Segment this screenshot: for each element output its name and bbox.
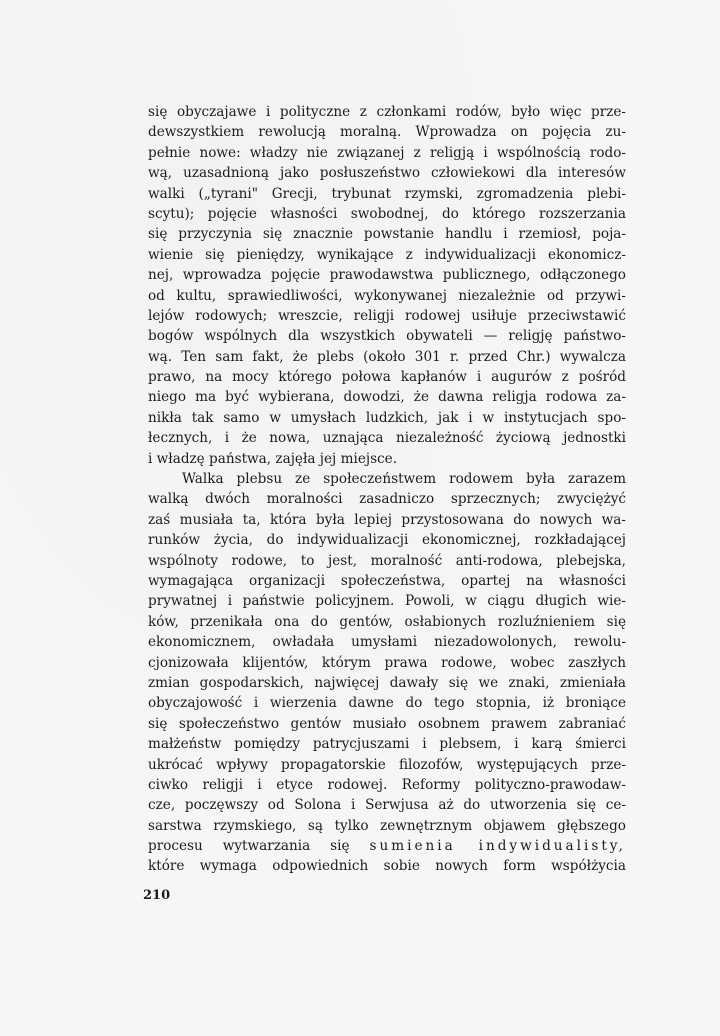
spaced-emphasis: sumienia indywidualisty, <box>369 838 626 855</box>
text-line: sarstwa rzymskiego, są tylko zewnętrznym objawem głębszego <box>148 817 626 834</box>
body-text <box>148 102 626 877</box>
text-line: runków życia, do indywidualizacji ekonomicznej, rozkładającej <box>148 532 626 549</box>
text-segment: procesu wytwarzania się <box>148 838 370 855</box>
text-line: łecznych, i że nowa, uznająca niezależność życiową jednostki <box>148 430 626 447</box>
text-line: nikła tak samo w umysłach ludzkich, jak i w instytucjach spo- <box>148 409 626 426</box>
text-line: zmian gospodarskich, najwięcej dawały się we znaki, zmieniała <box>148 674 626 691</box>
text-line: Walka plebsu ze społeczeństwem rodowem była zarazem <box>182 471 626 488</box>
text-line: małżeństw pomiędzy patrycjuszami i plebsem, i karą śmierci <box>148 736 626 753</box>
text-line: dewszystkiem rewolucją moralną. Wprowadza on pojęcia zu- <box>148 124 626 141</box>
text-line: wą. Ten sam fakt, że plebs (około 301 r. przed Chr.) wywalcza <box>148 348 626 365</box>
text-line: wspólnoty rodowe, to jest, moralność anti-rodowa, plebejska, <box>148 552 626 569</box>
text-line: obyczajowość i wierzenia dawne do tego stopnia, iż broniące <box>148 695 626 712</box>
text-line: się obyczajawe i polityczne z członkami rodów, było więc prze- <box>148 104 626 120</box>
text-line: ukrócać wpływy propagatorskie filozofów, występujących prze- <box>148 756 626 773</box>
text-line: i władzę państwa, zajęła jej miejsce. <box>148 450 398 467</box>
text-line: lejów rodowych; wreszcie, religji rodowej usiłuje przeciwstawić <box>148 307 626 324</box>
text-line: od kultu, sprawiedliwości, wykonywanej niezależnie od przywi- <box>148 287 626 304</box>
text-line: wą, uzasadnioną jako posłuszeństwo człowiekowi dla interesów <box>148 165 626 182</box>
page-number: 210 <box>143 888 171 903</box>
text-line: wienie się pieniędzy, wynikające z indywidualizacji ekonomicz- <box>148 246 626 263</box>
text-line: walką dwóch moralności zasadniczo sprzecznych; zwyciężyć <box>148 491 626 508</box>
text-line-emphasis <box>148 836 626 856</box>
text-line: ków, przenikała ona do gentów, osłabionych rozluźnieniem się <box>148 613 626 630</box>
text-line: niego ma być wybierana, dowodzi, że dawna religja rodowa za- <box>148 389 626 406</box>
text-line: wymagająca organizacji społeczeństwa, opartej na własności <box>148 572 626 589</box>
text-line: ekonomicznem, owładała umysłami niezadowolonych, rewolu- <box>148 634 626 651</box>
text-line: zaś musiała ta, która była lepiej przystosowana do nowych wa- <box>148 511 626 528</box>
text-line: które wymaga odpowiednich sobie nowych form współżycia <box>148 858 626 875</box>
text-line: prywatnej i państwie policyjnem. Powoli, w ciągu długich wie- <box>148 593 626 610</box>
text-line: cjonizowała klijentów, którym prawa rodowe, wobec zaszłych <box>148 654 626 671</box>
text-line: cze, poczęwszy od Solona i Serwjusa aż do utworzenia się ce- <box>148 797 626 814</box>
text-line: nej, wprowadza pojęcie prawodawstwa publicznego, odłączonego <box>148 267 626 284</box>
text-line: ciwko religji i etyce rodowej. Reformy polityczno-prawodaw- <box>148 776 626 793</box>
text-line: pełnie nowe: władzy nie związanej z religją i wspólnością rodo- <box>148 144 626 161</box>
text-line: bogów wspólnych dla wszystkich obywateli — religję państwo- <box>148 328 626 345</box>
text-line: się przyczynia się znacznie powstanie handlu i rzemiosł, poja- <box>148 226 626 243</box>
text-line: się społeczeństwo gentów musiało osobnem prawem zabraniać <box>148 715 626 732</box>
text-line: scytu); pojęcie własności swobodnej, do którego rozszerzania <box>148 205 626 222</box>
text-line: walki („tyrani" Grecji, trybunat rzymski, zgromadzenia plebi- <box>148 185 626 202</box>
text-line: prawo, na mocy którego połowa kapłanów i augurów z pośród <box>148 369 626 386</box>
